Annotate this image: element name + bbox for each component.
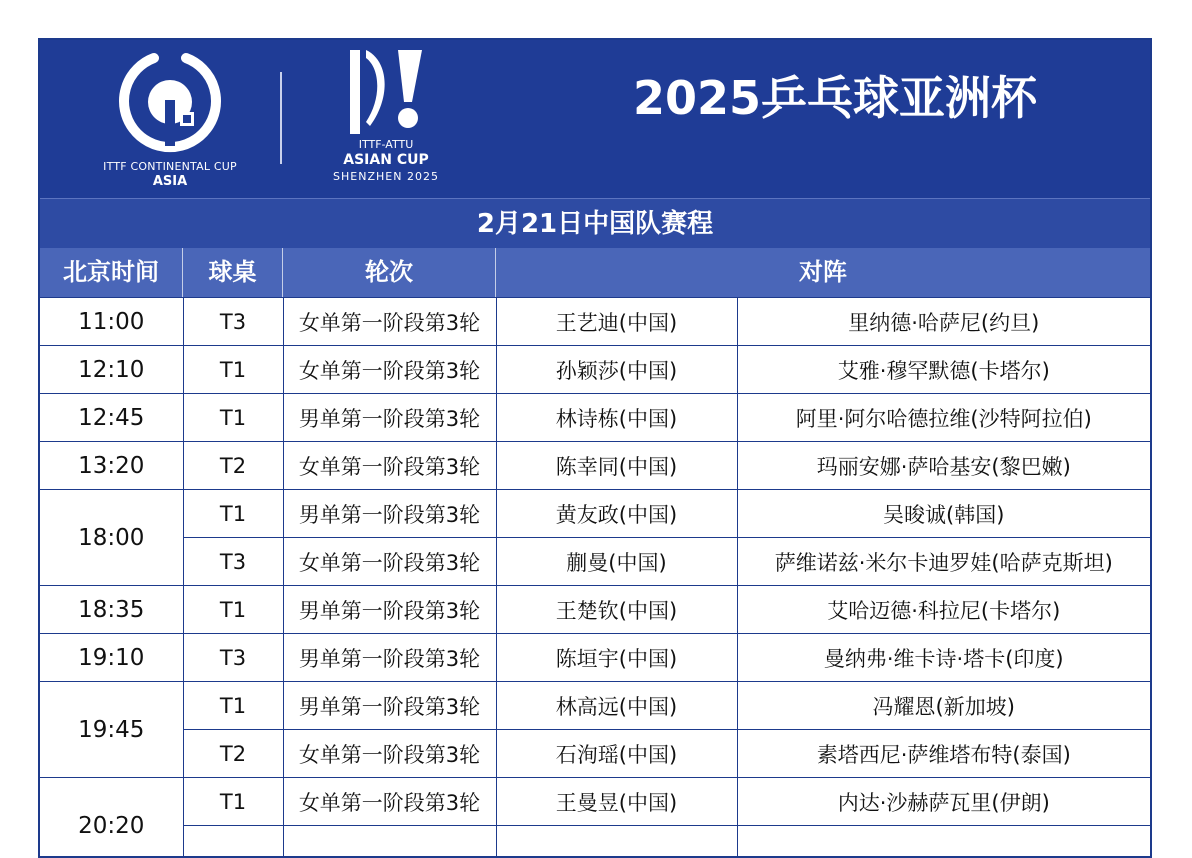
round-cell: 女单第一阶段第3轮 [283, 730, 496, 778]
logo-divider [280, 72, 282, 164]
round-cell: 女单第一阶段第3轮 [283, 778, 496, 826]
table-cell: T1 [183, 586, 283, 634]
round-cell: 女单第一阶段第3轮 [283, 346, 496, 394]
opponent-cell: 里纳德·哈萨尼(约旦) [737, 298, 1150, 346]
player-cell: 林高远(中国) [496, 682, 737, 730]
header-matchup: 对阵 [496, 248, 1150, 297]
table-cell: T1 [183, 346, 283, 394]
round-cell: 男单第一阶段第3轮 [283, 634, 496, 682]
table-row [40, 298, 1150, 346]
opponent-cell: 冯耀恩(新加坡) [737, 682, 1150, 730]
time-cell: 13:20 [40, 442, 183, 490]
table-row [40, 346, 1150, 394]
player-cell: 王曼昱(中国) [496, 778, 737, 826]
time-cell: 19:10 [40, 634, 183, 682]
ring-logo-icon [114, 50, 226, 160]
player-cell: 石洵瑶(中国) [496, 730, 737, 778]
time-cell: 18:35 [40, 586, 183, 634]
opponent-cell: 素塔西尼·萨维塔布特(泰国) [737, 730, 1150, 778]
ittf-continental-cup-logo [90, 50, 250, 190]
time-cell: 19:45 [40, 682, 183, 778]
table-row [40, 826, 1150, 858]
opponent-cell [737, 826, 1150, 858]
table-row [40, 778, 1150, 826]
table-cell: T2 [183, 442, 283, 490]
table-cell: T3 [183, 634, 283, 682]
asian-cup-logo [326, 46, 446, 196]
player-cell: 陈幸同(中国) [496, 442, 737, 490]
table-cell [183, 826, 283, 858]
round-cell: 男单第一阶段第3轮 [283, 682, 496, 730]
player-cell: 王楚钦(中国) [496, 586, 737, 634]
player-cell: 黄友政(中国) [496, 490, 737, 538]
round-cell [283, 826, 496, 858]
time-cell: 18:00 [40, 490, 183, 586]
table-row [40, 682, 1150, 730]
logo-left-line1: ITTF CONTINENTAL CUP [90, 160, 250, 173]
page-title: 2025乒乓球亚洲杯 [600, 68, 1070, 128]
schedule-date-title: 2月21日中国队赛程 [40, 198, 1150, 249]
logo-right-line1: ITTF-ATTU [326, 138, 446, 151]
table-row [40, 538, 1150, 586]
table-cell: T1 [183, 394, 283, 442]
player-cell: 王艺迪(中国) [496, 298, 737, 346]
schedule-table [40, 297, 1150, 858]
logo-right-line2: ASIAN CUP [326, 152, 446, 168]
opponent-cell: 玛丽安娜·萨哈基安(黎巴嫩) [737, 442, 1150, 490]
table-cell: T1 [183, 490, 283, 538]
opponent-cell: 吴晙诚(韩国) [737, 490, 1150, 538]
time-cell: 12:45 [40, 394, 183, 442]
header-round: 轮次 [283, 248, 496, 297]
table-cell: T1 [183, 682, 283, 730]
opponent-cell: 曼纳弗·维卡诗·塔卡(印度) [737, 634, 1150, 682]
table-row [40, 394, 1150, 442]
header-banner [40, 40, 1150, 198]
opponent-cell: 萨维诺兹·米尔卡迪罗娃(哈萨克斯坦) [737, 538, 1150, 586]
table-cell: T3 [183, 298, 283, 346]
opponent-cell: 阿里·阿尔哈德拉维(沙特阿拉伯) [737, 394, 1150, 442]
round-cell: 男单第一阶段第3轮 [283, 490, 496, 538]
round-cell: 女单第一阶段第3轮 [283, 538, 496, 586]
round-cell: 女单第一阶段第3轮 [283, 442, 496, 490]
opponent-cell: 艾雅·穆罕默德(卡塔尔) [737, 346, 1150, 394]
table-cell: T1 [183, 778, 283, 826]
player-cell: 陈垣宇(中国) [496, 634, 737, 682]
round-cell: 女单第一阶段第3轮 [283, 298, 496, 346]
player-cell: 蒯曼(中国) [496, 538, 737, 586]
asian-cup-emblem-icon [346, 46, 426, 138]
table-row [40, 730, 1150, 778]
table-row [40, 442, 1150, 490]
logo-left-line2: ASIA [90, 174, 250, 189]
schedule-poster [38, 38, 1152, 858]
table-cell: T3 [183, 538, 283, 586]
round-cell: 男单第一阶段第3轮 [283, 394, 496, 442]
table-header [40, 248, 1150, 297]
table-row [40, 634, 1150, 682]
table-row [40, 586, 1150, 634]
header-table: 球桌 [183, 248, 283, 297]
round-cell: 男单第一阶段第3轮 [283, 586, 496, 634]
opponent-cell: 艾哈迈德·科拉尼(卡塔尔) [737, 586, 1150, 634]
table-cell: T2 [183, 730, 283, 778]
player-cell: 林诗栋(中国) [496, 394, 737, 442]
time-cell: 11:00 [40, 298, 183, 346]
player-cell [496, 826, 737, 858]
player-cell: 孙颖莎(中国) [496, 346, 737, 394]
header-time: 北京时间 [40, 248, 183, 297]
opponent-cell: 内达·沙赫萨瓦里(伊朗) [737, 778, 1150, 826]
time-cell: 12:10 [40, 346, 183, 394]
time-cell: 20:20 [40, 778, 183, 858]
logo-right-line3: SHENZHEN 2025 [326, 170, 446, 183]
table-row [40, 490, 1150, 538]
